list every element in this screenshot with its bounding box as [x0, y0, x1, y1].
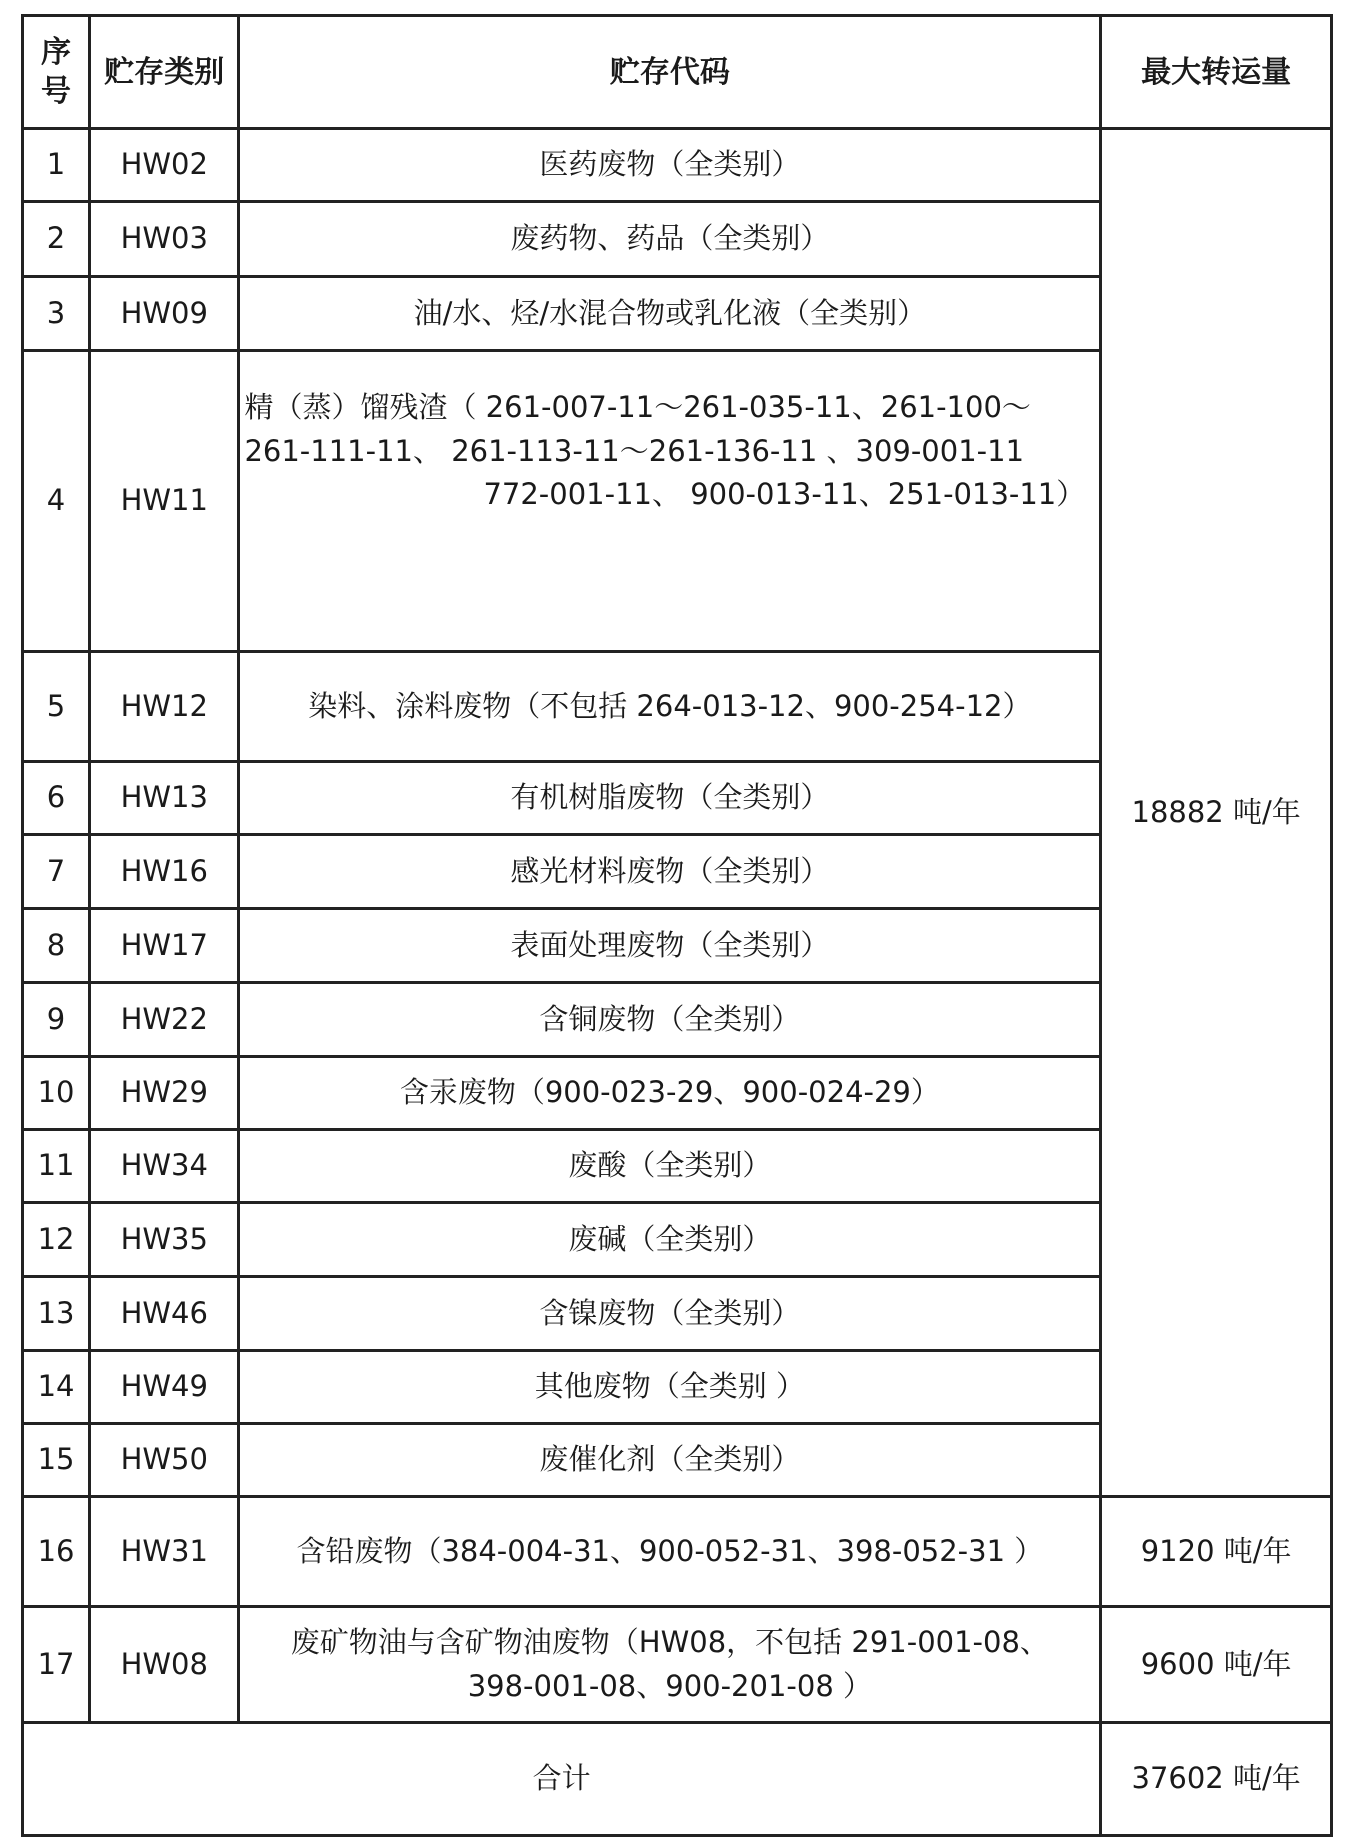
group-max: 18882 吨/年: [1101, 129, 1332, 1497]
row-code: 其他废物（全类别 ）: [239, 1351, 1101, 1424]
code-line: 398-001-08、900-201-08 ）: [467, 1668, 872, 1703]
row-category: HW46: [90, 1277, 239, 1351]
hazardous-waste-table: [21, 14, 1333, 1837]
row-seq: 3: [23, 277, 90, 351]
header-category: 贮存类别: [90, 16, 239, 129]
row-seq: 17: [23, 1607, 90, 1723]
row-category: HW03: [90, 202, 239, 277]
row-code: [239, 351, 1101, 652]
row-seq: 2: [23, 202, 90, 277]
row-category: HW35: [90, 1203, 239, 1277]
row-category: HW08: [90, 1607, 239, 1723]
row-category: HW13: [90, 762, 239, 835]
row-code: 油/水、烃/水混合物或乳化液（全类别）: [239, 277, 1101, 351]
row-code: 废碱（全类别）: [239, 1203, 1101, 1277]
row-code: 表面处理废物（全类别）: [239, 909, 1101, 983]
row-category: HW16: [90, 835, 239, 909]
header-max: 最大转运量: [1101, 16, 1332, 129]
code-line: 废矿物油与含矿物油废物（HW08，不包括 291-001-08、: [290, 1625, 1049, 1659]
code-line: 772-001-11、 900-013-11、251-013-11）: [483, 477, 1086, 511]
row-category: HW34: [90, 1130, 239, 1203]
row-category: HW12: [90, 652, 239, 762]
row-seq: 6: [23, 762, 90, 835]
row-code: 含铅废物（384-004-31、900-052-31、398-052-31 ）: [239, 1497, 1101, 1607]
row-code: 含汞废物（900-023-29、900-024-29）: [239, 1057, 1101, 1130]
row-seq: 7: [23, 835, 90, 909]
row-category: HW29: [90, 1057, 239, 1130]
row-category: HW02: [90, 129, 239, 202]
row-seq: 8: [23, 909, 90, 983]
row-max: 9120 吨/年: [1101, 1497, 1332, 1607]
row-category: HW17: [90, 909, 239, 983]
total-value: 37602 吨/年: [1101, 1723, 1332, 1836]
row-category: HW11: [90, 351, 239, 652]
row-category: HW31: [90, 1497, 239, 1607]
code-line: 精（蒸）馏残渣（ 261-007-11～261-035-11、261-100～: [244, 390, 1031, 424]
table-row: [23, 1607, 1332, 1723]
total-row: [23, 1723, 1332, 1836]
row-category: HW22: [90, 983, 239, 1057]
row-code: 有机树脂废物（全类别）: [239, 762, 1101, 835]
row-category: HW09: [90, 277, 239, 351]
row-code: 含镍废物（全类别）: [239, 1277, 1101, 1351]
header-seq: 序号: [23, 16, 90, 129]
row-seq: 14: [23, 1351, 90, 1424]
row-code: [239, 1607, 1101, 1723]
row-seq: 12: [23, 1203, 90, 1277]
row-code: 废催化剂（全类别）: [239, 1424, 1101, 1497]
header-code: 贮存代码: [239, 16, 1101, 129]
row-category: HW49: [90, 1351, 239, 1424]
row-seq: 13: [23, 1277, 90, 1351]
row-seq: 15: [23, 1424, 90, 1497]
row-seq: 5: [23, 652, 90, 762]
row-code: 医药废物（全类别）: [239, 129, 1101, 202]
row-code: 废酸（全类别）: [239, 1130, 1101, 1203]
table-row: [23, 129, 1332, 202]
row-seq: 10: [23, 1057, 90, 1130]
row-category: HW50: [90, 1424, 239, 1497]
code-line: 261-111-11、 261-113-11～261-136-11 、309-001-11: [244, 433, 1025, 468]
row-seq: 4: [23, 351, 90, 652]
row-seq: 16: [23, 1497, 90, 1607]
total-label: 合计: [23, 1723, 1101, 1836]
row-code: 感光材料废物（全类别）: [239, 835, 1101, 909]
row-seq: 1: [23, 129, 90, 202]
row-seq: 9: [23, 983, 90, 1057]
table-row: [23, 1497, 1332, 1607]
header-row: [23, 16, 1332, 129]
row-max: 9600 吨/年: [1101, 1607, 1332, 1723]
row-code: 染料、涂料废物（不包括 264-013-12、900-254-12）: [239, 652, 1101, 762]
row-code: 废药物、药品（全类别）: [239, 202, 1101, 277]
row-seq: 11: [23, 1130, 90, 1203]
row-code: 含铜废物（全类别）: [239, 983, 1101, 1057]
